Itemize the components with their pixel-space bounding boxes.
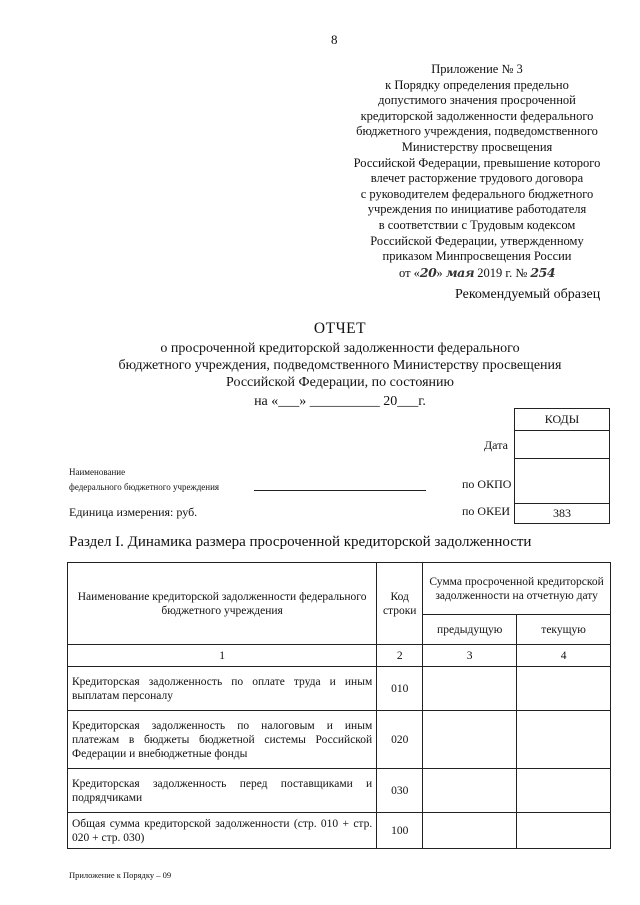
table-row (68, 711, 611, 769)
header-code: Код строки (377, 563, 423, 645)
table-row (68, 813, 611, 849)
row-code: 010 (377, 667, 423, 711)
col-number: 2 (377, 645, 423, 667)
row-prev-cell[interactable] (423, 813, 517, 849)
recommended-sample-label: Рекомендуемый образец (455, 287, 601, 302)
row-name: Кредиторская задолженность перед поставщиками и подрядчиками (68, 769, 377, 813)
page-number: 8 (331, 32, 338, 47)
org-label-line: Наименование (69, 467, 126, 477)
col-number: 4 (517, 645, 611, 667)
appendix-date-line (330, 265, 624, 282)
row-name: Общая сумма кредиторской задолженности (стр. 010 + стр. 020 + стр. 030) (68, 813, 377, 849)
header-sum: Сумма просроченной кредиторской задолженности на отчетную дату (423, 563, 611, 615)
report-subtitle (60, 340, 620, 391)
row-curr-cell[interactable] (517, 711, 611, 769)
appendix-line: Приложение № 3 (431, 62, 523, 76)
appendix-line: влечет расторжение трудового договора (370, 171, 584, 186)
okei-code-cell[interactable]: 383 (515, 504, 610, 524)
date-year: 2019 г. № (477, 265, 528, 280)
codes-table (514, 408, 610, 524)
table-row (68, 667, 611, 711)
okpo-code-cell[interactable] (515, 459, 610, 504)
header-name: Наименование кредиторской задолженности федерального бюджетного учреждения (68, 563, 377, 645)
unit-of-measure: Единица измерения: руб. (69, 505, 198, 519)
row-prev-cell[interactable] (423, 769, 517, 813)
org-label-line: федерального бюджетного учреждения (69, 482, 220, 492)
appendix-line: с руководителем федерального бюджетного (360, 186, 594, 201)
handwritten-day: 20 (419, 264, 437, 280)
org-name-field[interactable] (254, 490, 426, 491)
header-curr: текущую (517, 615, 611, 645)
org-name-label (69, 465, 219, 495)
report-date-line: на «___» __________ 20___г. (254, 394, 426, 409)
row-code: 020 (377, 711, 423, 769)
page-footer: Приложение к Порядку – 09 (69, 870, 172, 880)
appendix-block (330, 62, 624, 281)
row-prev-cell[interactable] (423, 667, 517, 711)
row-curr-cell[interactable] (517, 813, 611, 849)
row-prev-cell[interactable] (423, 711, 517, 769)
col-number: 1 (68, 645, 377, 667)
table-row (68, 769, 611, 813)
okpo-label: по ОКПО (462, 477, 512, 491)
header-prev: предыдущую (423, 615, 517, 645)
report-subtitle-line: бюджетного учреждения, подведомственного Министерству просвещения (118, 358, 562, 373)
report-subtitle-line: о просроченной кредиторской задолженности федерального (160, 341, 520, 356)
section-title: Раздел I. Динамика размера просроченной кредиторской задолженности (69, 534, 532, 550)
okei-label: по ОКЕИ (462, 504, 511, 518)
appendix-line: к Порядку определения предельно (385, 77, 569, 92)
report-title: ОТЧЕТ (313, 320, 367, 337)
row-code: 100 (377, 813, 423, 849)
date-prefix: от « (398, 265, 420, 280)
date-mid: » (436, 265, 443, 280)
appendix-line: допустимого значения просроченной (378, 93, 576, 108)
row-code: 030 (377, 769, 423, 813)
debt-table (67, 562, 611, 849)
handwritten-month: мая (445, 264, 475, 280)
appendix-line: Министерству просвещения (401, 139, 553, 154)
appendix-line: приказом Минпросвещения России (382, 249, 572, 264)
appendix-line: Российской Федерации, утвержденному (370, 233, 584, 248)
col-number: 3 (423, 645, 517, 667)
report-subtitle-line: Российской Федерации, по состоянию (226, 375, 454, 390)
row-curr-cell[interactable] (517, 667, 611, 711)
row-name: Кредиторская задолженность по оплате труда и иным выплатам персоналу (68, 667, 377, 711)
appendix-line: бюджетного учреждения, подведомственного (356, 124, 598, 139)
date-label: Дата (484, 438, 508, 452)
handwritten-order-number: 254 (530, 264, 556, 280)
appendix-line: в соответствии с Трудовым кодексом (378, 217, 576, 232)
appendix-line: кредиторской задолженности федерального (360, 108, 594, 123)
appendix-line: Российской Федерации, превышение которого (353, 155, 601, 170)
row-name: Кредиторская задолженность по налоговым и иным платежам в бюджеты бюджетной системы Российской Федерации и внебюджетные фонды (68, 711, 377, 769)
codes-header: КОДЫ (515, 409, 610, 431)
appendix-line: учреждения по инициативе работодателя (367, 202, 587, 217)
row-curr-cell[interactable] (517, 769, 611, 813)
date-code-cell[interactable] (515, 431, 610, 459)
